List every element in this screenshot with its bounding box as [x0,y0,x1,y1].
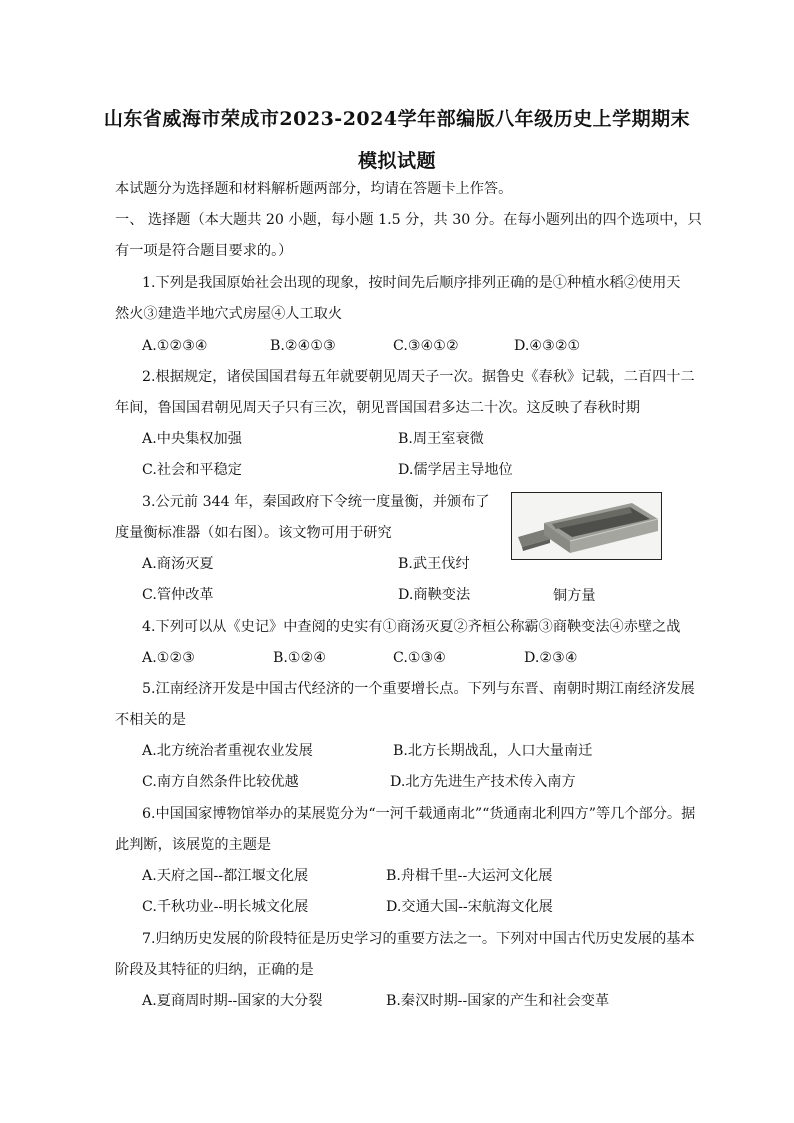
question-6-stem-continued: 此判断，该展览的主题是 [115,837,272,853]
question-6-option-d: D.交通大国--宋航海文化展 [386,899,553,915]
question-3-stem-continued: 度量衡标准器（如右图）。该文物可用于研究 [115,525,392,541]
question-4-option-d: D.②③④ [524,650,578,666]
question-7-option-b: B.秦汉时期--国家的产生和社会变革 [386,993,610,1009]
question-4-option-a: A.①②③ [142,650,195,666]
question-2-option-b: B.周王室衰微 [398,431,484,447]
question-3-option-d: D.商鞅变法 [398,587,471,603]
question-3-option-a: A.商汤灭夏 [142,556,214,572]
bronze-measure-figure [511,492,662,560]
question-1-stem: 1.下列是我国原始社会出现的现象，按时间先后顺序排列正确的是①种植水稻②使用天 [142,275,681,291]
question-5-option-b: B.北方长期战乱，人口大量南迁 [393,743,593,759]
question-1-option-a: A.①②③④ [142,338,208,354]
question-3-option-b: B.武王伐纣 [398,556,470,572]
question-1-option-c: C.③④①② [393,338,459,354]
question-5-option-a: A.北方统治者重视农业发展 [142,743,313,759]
question-1-stem-continued: 然火③建造半地穴式房屋④人工取火 [115,306,343,322]
question-4-option-b: B.①②④ [273,650,327,666]
section-heading: 一、 选择题（本大题共 20 小题，每小题 1.5 分，共 30 分。在每小题列出的四个选项中，只 [115,212,702,228]
section-heading-continued: 有一项是符合题目要求的。） [115,243,293,259]
question-5-option-d: D.北方先进生产技术传入南方 [390,774,576,790]
question-1-option-d: D.④③②① [514,338,581,354]
question-5-option-c: C.南方自然条件比较优越 [142,774,299,790]
figure-caption: 铜方量 [553,588,596,604]
page-title-continued: 模拟试题 [357,150,436,172]
question-2-stem-continued: 年间，鲁国国君朝见周天子只有三次，朝见晋国国君多达二十次。这反映了春秋时期 [115,400,640,416]
exam-intro: 本试题分为选择题和材料解析题两部分，均请在答题卡上作答。 [115,181,513,197]
question-7-option-a: A.夏商周时期--国家的大分裂 [142,993,323,1009]
question-2-option-d: D.儒学居主导地位 [398,462,513,478]
question-3-stem: 3.公元前 344 年，秦国政府下令统一度量衡，并颁布了 [142,494,490,510]
question-5-stem-continued: 不相关的是 [115,712,186,728]
question-2-option-a: A.中央集权加强 [142,431,242,447]
question-5-stem: 5.江南经济开发是中国古代经济的一个重要增长点。下列与东晋、南朝时期江南经济发展 [142,681,695,697]
question-3-option-c: C.管仲改革 [142,587,214,603]
question-2-stem: 2.根据规定，诸侯国国君每五年就要朝见周天子一次。据鲁史《春秋》记载，二百四十二 [142,369,695,385]
question-6-option-c: C.千秋功业--明长城文化展 [142,899,309,915]
question-4-stem: 4.下列可以从《史记》中查阅的史实有①商汤灭夏②齐桓公称霸③商鞅变法④赤壁之战 [142,619,681,635]
question-7-stem-continued: 阶段及其特征的归纳，正确的是 [115,962,314,978]
bronze-measure-image [512,493,661,559]
question-6-option-b: B.舟楫千里--大运河文化展 [386,868,553,884]
question-6-stem: 6.中国国家博物馆举办的某展览分为“一河千载通南北”“货通南北利四方”等几个部分。据 [142,806,696,822]
question-4-option-c: C.①③④ [393,650,447,666]
question-2-option-c: C.社会和平稳定 [142,462,242,478]
question-1-option-b: B.②④①③ [270,338,336,354]
page-title: 山东省威海市荣成市2023-2024学年部编版八年级历史上学期期末 [103,108,691,130]
question-6-option-a: A.天府之国--都江堰文化展 [142,868,309,884]
question-7-stem: 7.归纳历史发展的阶段特征是历史学习的重要方法之一。下列对中国古代历史发展的基本 [142,931,695,947]
